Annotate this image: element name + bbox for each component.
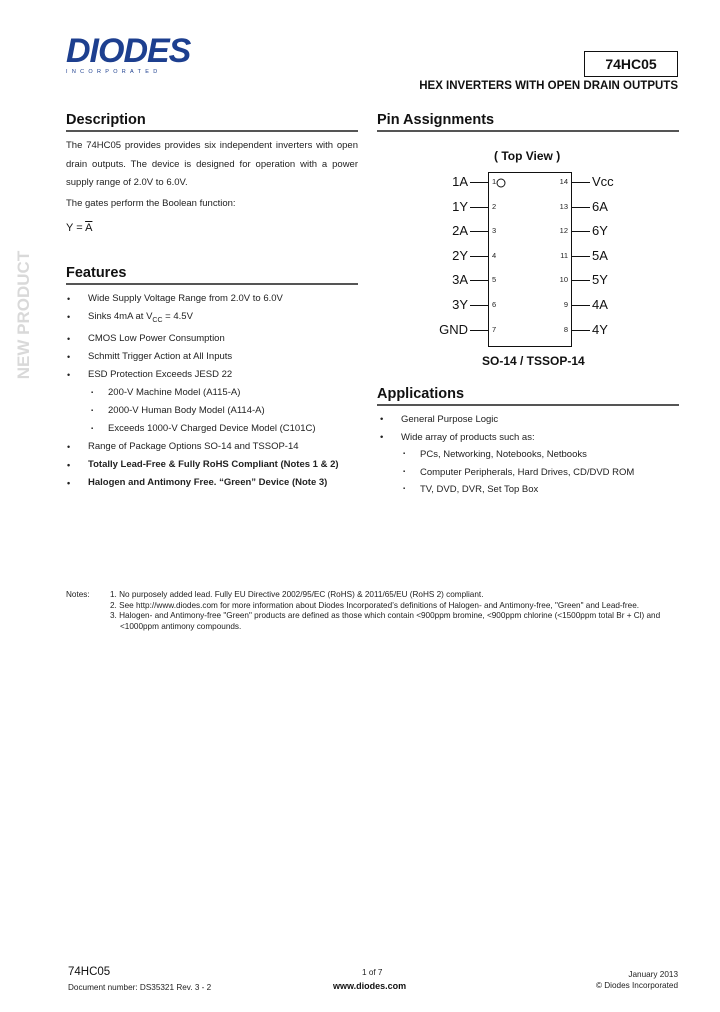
feature-item: • CMOS Low Power Consumption	[66, 330, 366, 348]
pin-label: 4A	[592, 297, 608, 312]
application-item: • Wide array of products such as:	[377, 429, 679, 447]
logo-subtext: INCORPORATED	[66, 69, 162, 75]
boolean-function-intro: The gates perform the Boolean function:	[66, 198, 236, 209]
pin-label: 6A	[592, 198, 608, 214]
feature-item: • Range of Package Options SO-14 and TSSOP-14	[66, 438, 366, 456]
feature-item: • Totally Lead-Free & Fully RoHS Compliant (Notes 1 & 2)	[66, 456, 366, 474]
feature-subitem: ▪ 2000-V Human Body Model (A114-A)	[66, 402, 366, 420]
pin-lead	[470, 305, 488, 306]
pin1-notch-icon	[495, 177, 507, 189]
pin-label: 3A	[452, 272, 468, 288]
description-paragraph: The 74HC05 provides provides six independent inverters with open drain outputs. The device is designed for operation with a power supply range of 2.0V to 6.0V.	[66, 140, 358, 188]
document-subtitle: HEX INVERTERS WITH OPEN DRAIN OUTPUTS	[419, 80, 678, 92]
pin-number: 5	[492, 275, 497, 285]
pin-lead	[572, 256, 590, 257]
watermark-text: NEW PRODUCT	[14, 250, 33, 380]
applications-list	[377, 411, 679, 499]
pin-label: Vcc	[592, 174, 614, 189]
pin-number: 3	[492, 226, 497, 236]
pin-number: 9	[563, 300, 568, 309]
pin-number: 6	[492, 300, 497, 309]
pin-number: 2	[492, 201, 497, 211]
note-item: 3. Halogen- and Antimony-free "Green" products are defined as those which contain <900ppm bromine, <900ppm chlorine (<1500ppm total Br + Cl) and <1000ppm antimony compounds.	[110, 611, 661, 631]
feature-item: • Wide Supply Voltage Range from 2.0V to 6.0V	[66, 290, 366, 308]
pin-number: 12	[559, 226, 568, 236]
application-item: • General Purpose Logic	[377, 411, 679, 429]
pin-lead	[470, 280, 488, 281]
pin-assignments-title: Pin Assignments	[377, 112, 679, 132]
top-view-label: ( Top View )	[494, 149, 561, 163]
part-number-box: 74HC05	[584, 51, 678, 77]
feature-item: • Schmitt Trigger Action at All Inputs	[66, 348, 366, 366]
pin-lead	[470, 207, 488, 208]
notes-list	[110, 590, 670, 632]
pin-label: 5A	[592, 247, 608, 263]
pin-lead	[572, 182, 590, 183]
pin-number: 13	[559, 201, 568, 211]
applications-title: Applications	[377, 386, 679, 406]
pin-number: 14	[559, 177, 568, 186]
pin-lead	[572, 207, 590, 208]
pin-number: 1	[492, 177, 497, 186]
pin-lead	[470, 182, 488, 183]
application-subitem: ▪ PCs, Networking, Notebooks, Netbooks	[377, 446, 679, 464]
pin-label: 5Y	[592, 272, 608, 288]
pin-label: GND	[439, 321, 468, 337]
footer-document-number: Document number: DS35321 Rev. 3 - 2	[68, 983, 212, 992]
pin-lead	[470, 330, 488, 331]
feature-subitem: ▪ 200-V Machine Model (A115-A)	[66, 384, 366, 402]
function-input-inverted: $\overline{A}$	[85, 222, 93, 234]
features-title: Features	[66, 265, 358, 285]
pin-lead	[572, 305, 590, 306]
features-list	[66, 290, 366, 492]
pin-number: 4	[492, 250, 497, 260]
package-label: SO-14 / TSSOP-14	[482, 354, 585, 368]
note-item: 1. No purposely added lead. Fully EU Directive 2002/95/EC (RoHS) & 2011/65/EU (RoHS 2) compliant.	[110, 590, 484, 599]
footer-part-number: 74HC05	[68, 966, 111, 978]
pin-number: 8	[563, 324, 568, 334]
pin-number: 11	[560, 250, 568, 260]
pin-number: 10	[559, 275, 568, 285]
application-subitem: ▪ TV, DVD, DVR, Set Top Box	[377, 481, 679, 499]
function-output: Y =	[66, 222, 86, 234]
pin-label: 6Y	[592, 223, 608, 239]
pin-label: 2Y	[452, 247, 468, 263]
footer-copyright: © Diodes Incorporated	[595, 981, 678, 990]
footer-website-link[interactable]: www.diodes.com	[333, 981, 407, 991]
notes-label: Notes:	[66, 590, 90, 599]
application-subitem: ▪ Computer Peripherals, Hard Drives, CD/DVD ROM	[377, 464, 679, 482]
footer-date: January 2013	[628, 970, 678, 979]
pin-label: 1A	[452, 174, 468, 189]
diodes-logo	[66, 34, 196, 78]
feature-item: • Sinks 4mA at $V_{CC} = 4.5V$	[66, 308, 366, 330]
pin-label: 4Y	[592, 321, 608, 337]
pin-label: 2A	[452, 223, 468, 239]
note-item: 2. See http://www.diodes.com for more information about Diodes Incorporated’s definitions of Halogen- and Antimony-free, "Green" and Lead-free.	[110, 600, 640, 610]
logo-text: DIODES	[66, 32, 191, 70]
feature-subitem: ▪ Exceeds 1000-V Charged Device Model (C101C)	[66, 420, 366, 438]
pin-lead	[470, 231, 488, 232]
pin-label: 3Y	[452, 297, 468, 312]
description-title: Description	[66, 112, 358, 132]
new-product-watermark	[12, 230, 46, 400]
pin-lead	[470, 256, 488, 257]
pin-number: 7	[492, 324, 497, 334]
pin-lead	[572, 280, 590, 281]
feature-item: • Halogen and Antimony Free. “Green” Device (Note 3)	[66, 474, 366, 492]
pin-label: 1Y	[452, 198, 468, 214]
footer-page-number: 1 of 7	[362, 968, 383, 977]
pin-lead	[572, 231, 590, 232]
pin-lead	[572, 330, 590, 331]
boolean-function	[66, 222, 92, 234]
feature-item: • ESD Protection Exceeds JESD 22	[66, 366, 366, 384]
